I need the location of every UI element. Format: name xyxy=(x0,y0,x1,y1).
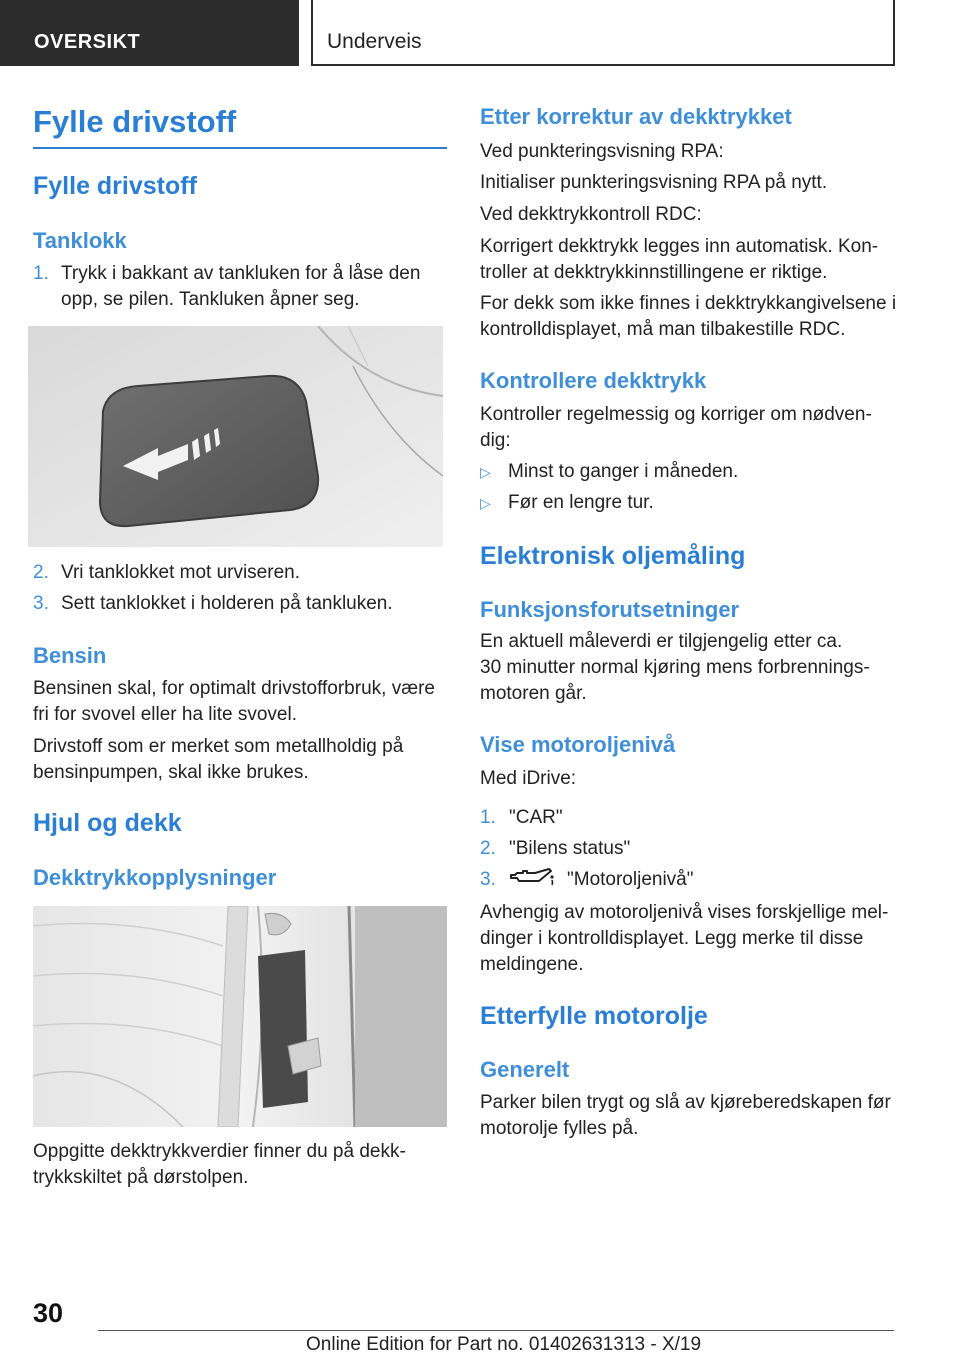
page-number: 30 xyxy=(33,1298,64,1328)
step-number: 3. xyxy=(480,869,496,890)
list-item xyxy=(480,490,654,516)
list-item xyxy=(480,805,563,831)
text-line: motoren går. xyxy=(480,683,587,704)
paragraph: Initialiser punkteringsvisning RPA på nytt. xyxy=(480,172,828,193)
bullet-text: Minst to ganger i måneden. xyxy=(508,461,739,482)
text-line: kontrolldisplayet, må man tilbakestille RDC. xyxy=(480,319,846,340)
list-item xyxy=(33,591,447,617)
section-heading-hjul: Hjul og dekk xyxy=(33,809,182,837)
paragraph xyxy=(480,900,888,978)
paragraph xyxy=(480,629,870,707)
edition-footer: Online Edition for Part no. 01402631313 - X/19 xyxy=(306,1334,702,1355)
subheading-dekktrykk: Dekktrykkopplysninger xyxy=(33,865,277,890)
text-line: bensinpumpen, skal ikke brukes. xyxy=(33,762,309,783)
list-item xyxy=(33,261,447,313)
text-line: Bensinen skal, for optimalt drivstofforbruk, være xyxy=(33,678,435,699)
text-line: troller at dekktrykkinnstillingene er riktige. xyxy=(480,262,828,283)
text-line: meldingene. xyxy=(480,954,584,975)
text-line: Oppgitte dekktrykkverdier finner du på dekk- xyxy=(33,1141,406,1162)
fuel-flap-illustration xyxy=(28,326,443,547)
step-number: 1. xyxy=(480,807,496,828)
step-text: "Motoroljenivå" xyxy=(567,869,694,890)
text-line: 30 minutter normal kjøring mens forbrennings- xyxy=(480,657,870,678)
text-line: fri for svovel eller ha lite svovel. xyxy=(33,704,297,725)
tab-section[interactable] xyxy=(311,0,895,66)
paragraph: Med iDrive: xyxy=(480,768,577,789)
paragraph xyxy=(480,291,896,343)
step-number: 3. xyxy=(33,593,49,614)
bullet-text: Før en lengre tur. xyxy=(508,492,654,513)
page-title: Fylle drivstoff xyxy=(33,104,237,139)
tab-section-label: Underveis xyxy=(327,30,422,53)
text-line: dinger i kontrolldisplayet. Legg merke til disse xyxy=(480,928,864,949)
list-item xyxy=(33,560,447,586)
oil-can-icon xyxy=(509,867,555,889)
paragraph xyxy=(33,676,435,728)
bullet-triangle-icon: ▷ xyxy=(480,495,491,511)
paragraph xyxy=(480,234,878,286)
step-text: Sett tanklokket i holderen på tankluken. xyxy=(61,593,393,614)
text-line: motorolje fylles på. xyxy=(480,1118,639,1139)
section-heading-etterfylle: Etterfylle motorolje xyxy=(480,1002,708,1030)
text-line: trykkskiltet på dørstolpen. xyxy=(33,1167,249,1188)
step-text: Trykk i bakkant av tankluken for å låse den xyxy=(61,263,421,284)
subheading-vise-oljeniva: Vise motoroljenivå xyxy=(480,732,676,757)
step-number: 2. xyxy=(33,562,49,583)
page-header xyxy=(0,0,960,66)
subheading-kontrollere: Kontrollere dekktrykk xyxy=(480,368,707,393)
text-line: Drivstoff som er merket som metallholdig på xyxy=(33,736,404,757)
text-line: En aktuell måleverdi er tilgjengelig etter ca. xyxy=(480,631,843,652)
step-text: "CAR" xyxy=(509,807,563,828)
section-heading-fylle: Fylle drivstoff xyxy=(33,172,197,200)
subheading-tanklokk: Tanklokk xyxy=(33,228,127,253)
tab-overview[interactable] xyxy=(0,0,299,66)
bullet-triangle-icon: ▷ xyxy=(480,464,491,480)
paragraph: Ved punkteringsvisning RPA: xyxy=(480,141,724,162)
text-line: Kontroller regelmessig og korriger om nødven- xyxy=(480,404,872,425)
subheading-generelt: Generelt xyxy=(480,1057,570,1082)
list-item xyxy=(480,867,694,893)
text-line: Korrigert dekktrykk legges inn automatisk. Kon- xyxy=(480,236,879,257)
text-line: Parker bilen trygt og slå av kjøreberedskapen før xyxy=(480,1092,891,1113)
paragraph xyxy=(480,1090,891,1142)
footer-rule xyxy=(98,1330,894,1331)
step-number: 2. xyxy=(480,838,496,859)
tab-overview-label: OVERSIKT xyxy=(34,31,141,53)
door-pillar-illustration xyxy=(33,906,447,1127)
title-rule xyxy=(33,147,447,149)
step-text: "Bilens status" xyxy=(509,838,631,859)
paragraph xyxy=(480,402,872,454)
list-item xyxy=(480,836,630,862)
section-heading-oljemaling: Elektronisk oljemåling xyxy=(480,542,746,570)
text-line: For dekk som ikke finnes i dekktrykkangivelsene i xyxy=(480,293,897,314)
subheading-bensin: Bensin xyxy=(33,643,107,668)
subheading-funksjon: Funksjonsforutsetninger xyxy=(480,597,740,622)
subheading-etter-korrektur: Etter korrektur av dekktrykket xyxy=(480,104,792,129)
step-text: Vri tanklokket mot urviseren. xyxy=(61,562,300,583)
paragraph xyxy=(33,1139,406,1191)
text-line: Avhengig av motoroljenivå vises forskjellige mel- xyxy=(480,902,889,923)
text-line: dig: xyxy=(480,430,511,451)
paragraph xyxy=(33,734,403,786)
step-number: 1. xyxy=(33,263,49,284)
paragraph: Ved dekktrykkontroll RDC: xyxy=(480,204,702,225)
list-item xyxy=(480,459,738,485)
step-text-cont: opp, se pilen. Tankluken åpner seg. xyxy=(61,289,360,310)
